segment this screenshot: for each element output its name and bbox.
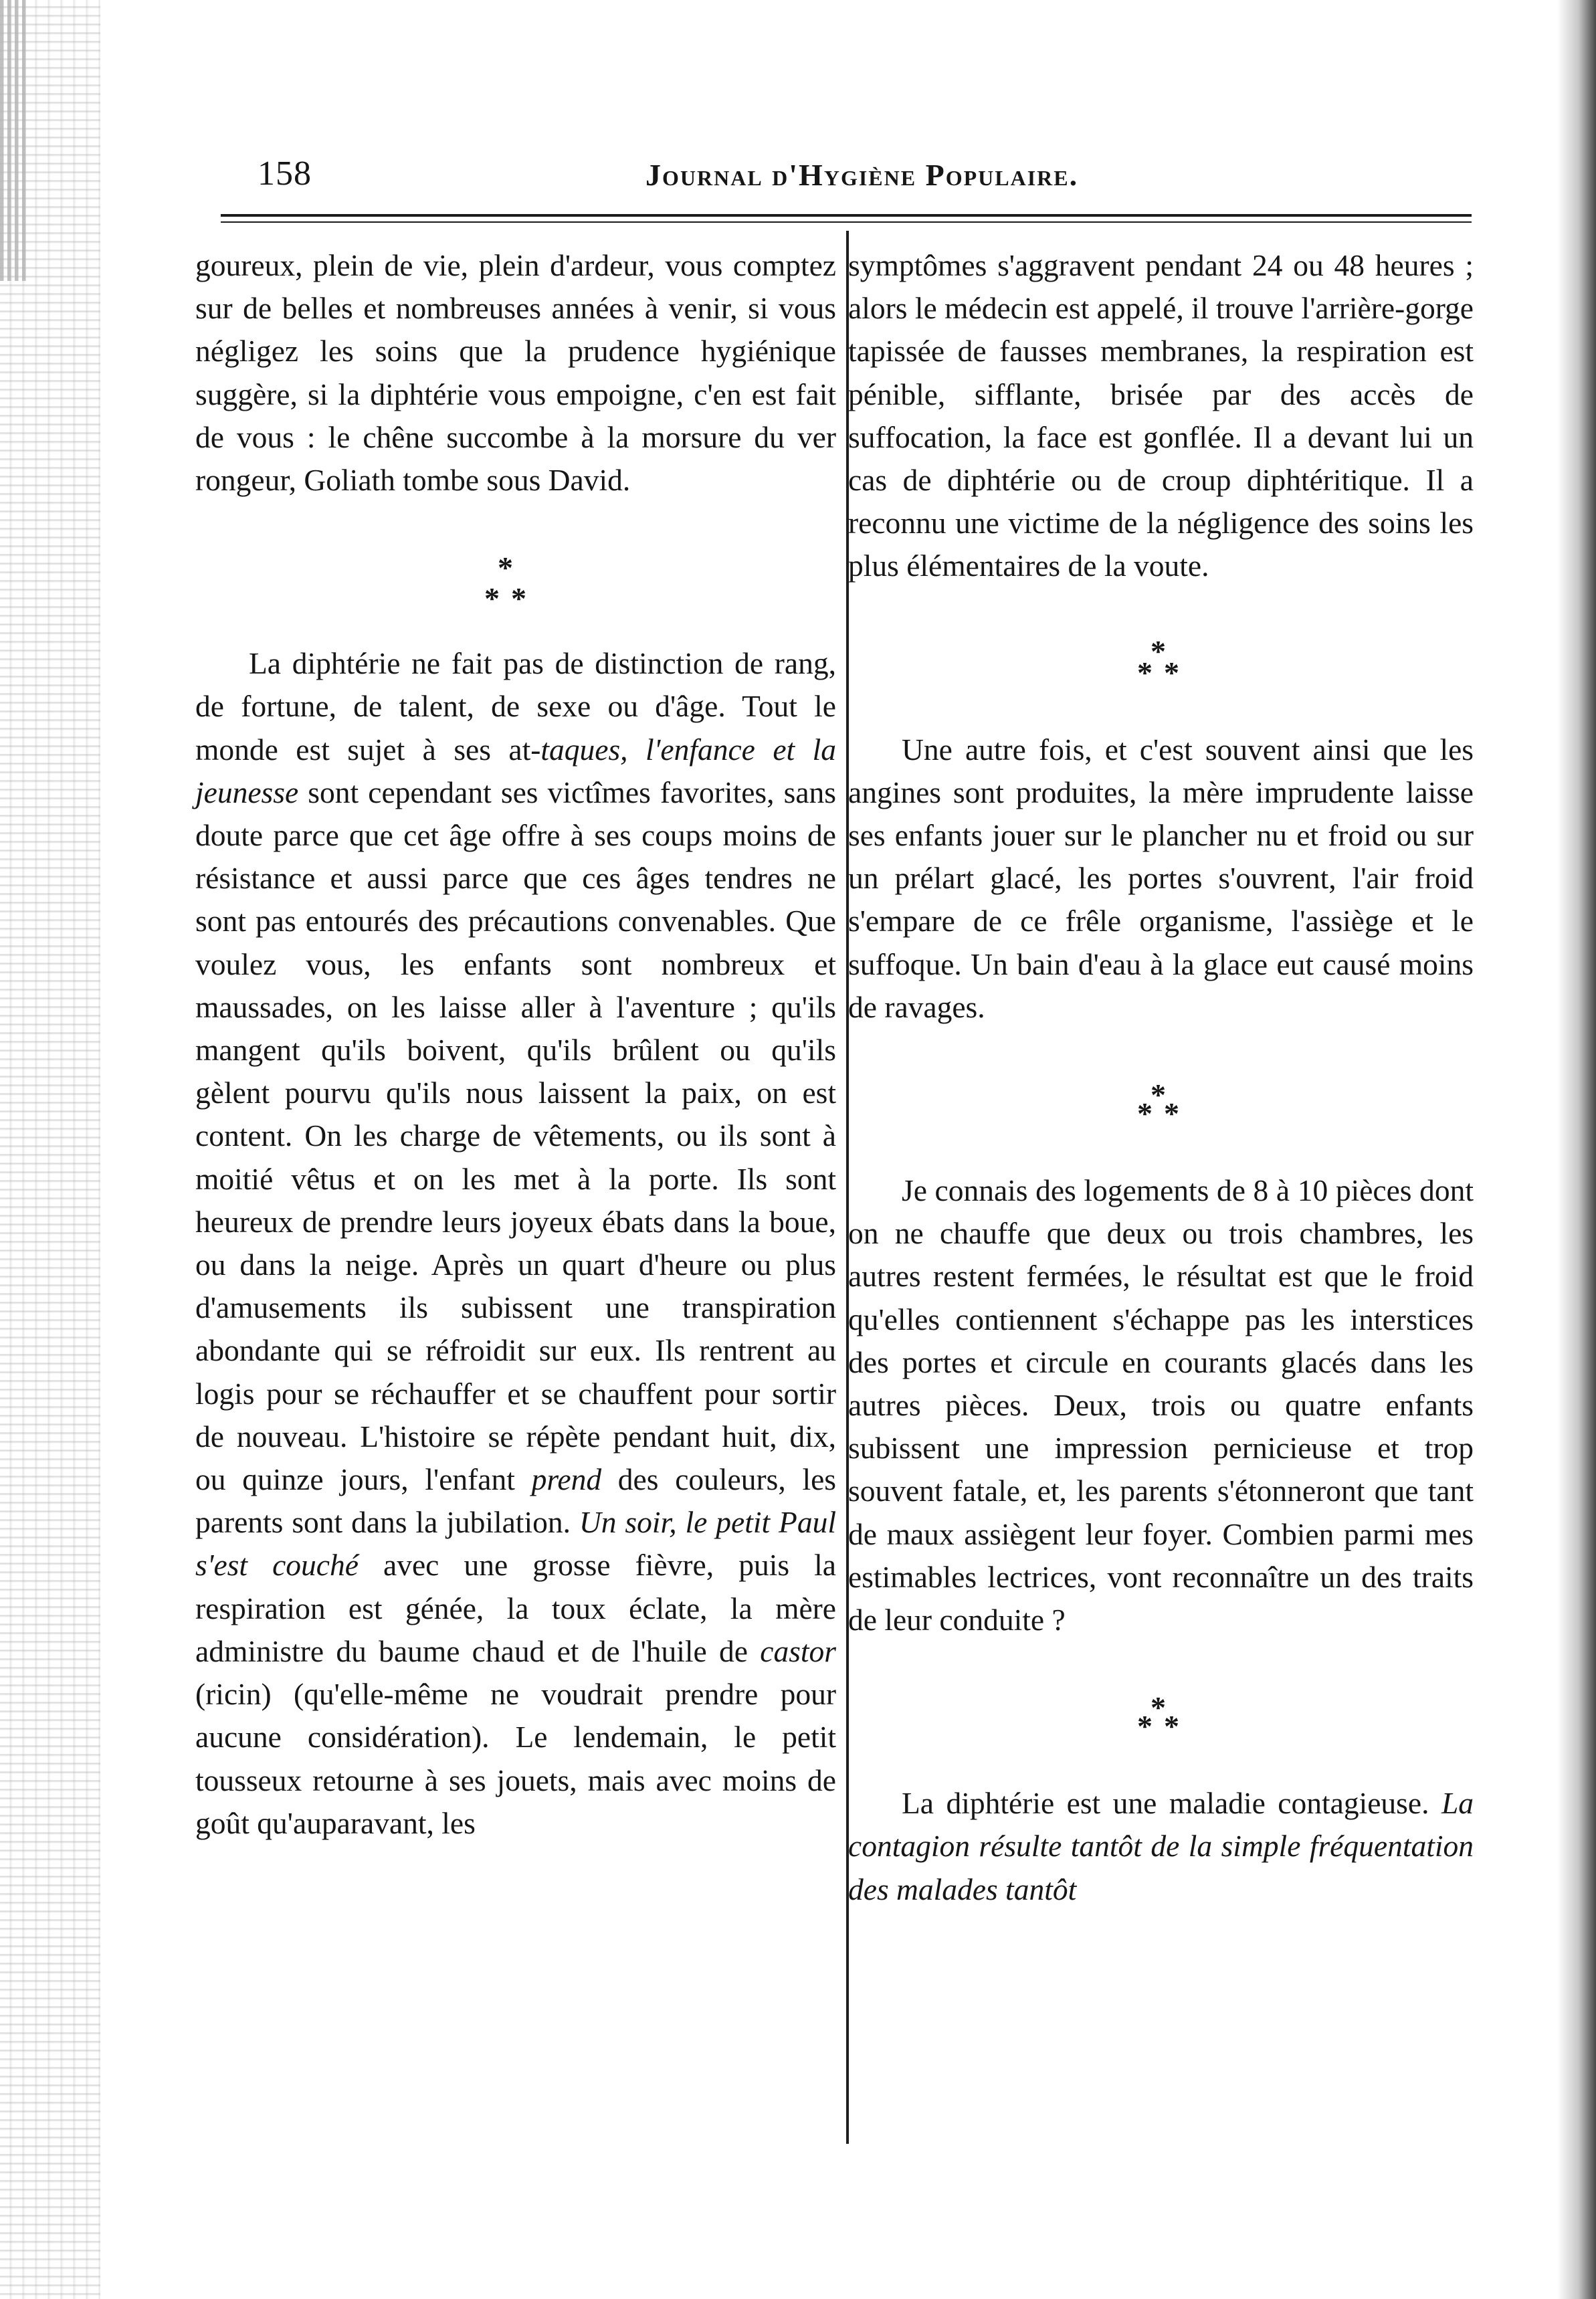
header-rule-thin [221, 221, 1472, 223]
asterism-star: * [511, 581, 526, 616]
page-header [258, 154, 1465, 201]
right-paragraph-4 [848, 1782, 1474, 1911]
italic-run: taques, l'enfance et la jeunesse [195, 732, 837, 809]
page-number: 158 [258, 155, 312, 193]
asterism-star: * [1137, 655, 1153, 690]
right-paragraph-2: Une autre fois, et c'est souvent ainsi que les angines sont produites, la mère imprudente laisse ses enfants jouer sur le plancher nu et froid ou sur un prélart glacé, les portes s'ouvrent, l'air froid s'empare de ce frêle organisme, l'assiège et le suffoque. Un bain d'eau à la glace eut causé moins de ravages. [848, 732, 1474, 1024]
asterism-separator [848, 1029, 1474, 1169]
running-title: Journal d'Hygiène Populaire. [645, 158, 1079, 192]
right-column [848, 244, 1474, 1911]
text-run: sont cependant ses victîmes favorites, sans doute parce que cet âge offre à ses coups moins de résistance et aussi parce que ces âges tendres ne sont pas entourés des précautions convenables. Que voulez vous, les enfants sont nombreux et maussades, on les laisse aller à l'aventure ; qu'ils mangent qu'ils boivent, qu'ils brûlent ou qu'ils gèlent pourvu qu'ils nous laissent la paix, on est content. On les charge de vêtements, ou ils sont à moitié vêtus et on les met à la porte. Ils sont heureux de prendre leurs joyeux ébats dans la boue, ou dans la neige. Après un quart d'heure ou plus d'amusements ils subissent une transpiration abondante qui se réfroidit sur eux. Ils rentrent au logis pour se réchauffer et se chauffent pour sortir de nouveau. L'histoire se répète pendant huit, dix, ou quinze jours, l'enfant [195, 775, 836, 1497]
asterism-star: * [498, 551, 513, 585]
asterism-separator [848, 1641, 1474, 1782]
italic-run: Un soir, le petit Paul s'est couché [195, 1505, 836, 1583]
asterism-star: * [1151, 633, 1166, 668]
italic-run: La contagion résulte tantôt de la simple fréquentation des malades tantôt [848, 1786, 1474, 1906]
text-run: des couleurs, les parents sont dans la jubilation. [195, 1462, 836, 1540]
asterism-separator [848, 588, 1474, 728]
left-paragraph-1: goureux, plein de vie, plein d'ardeur, vous comptez sur de belles et nombreuses années à venir, si vous négligez les soins que la prudence hygiénique suggère, si la diphtérie vous empoigne, c'en est fait de vous : le chêne succombe à la morsure du ver rongeur, Goliath tombe sous David. [195, 248, 836, 498]
asterism-star: * [484, 581, 500, 616]
right-paragraph-1: symptômes s'aggravent pendant 24 ou 48 heures ; alors le médecin est appelé, il trouve l'arrière-gorge tapissée de fausses membranes, la respiration est pénible, sifflante, brisée par des accès de suffocation, la face est gonflée. Il a devant lui un cas de diphtérie ou de croup diphtéritique. Il a reconnu une victime de la négligence des soins les plus élémentaires de la voute. [848, 248, 1474, 583]
asterism-star: * [1164, 1709, 1179, 1744]
scan-edge-left [0, 0, 100, 2299]
italic-run: castor [760, 1633, 836, 1668]
asterism-star: * [1137, 1096, 1153, 1131]
asterism-separator [195, 502, 836, 642]
asterism-star: * [1151, 1078, 1166, 1112]
text-run: (ricin) (qu'elle-même ne voudrait prendre pour aucune considération). Le lendemain, le petit tousseux retourne à ses jouets, mais avec moins de goût qu'auparavant, les [195, 1677, 836, 1840]
asterism-star: * [1164, 1096, 1179, 1131]
asterism-star: * [1137, 1709, 1153, 1744]
left-paragraph-2 [195, 642, 836, 1845]
scan-edge-right [1557, 0, 1596, 2299]
text-run: La diphtérie ne fait pas de distinction de rang, de fortune, de talent, de sexe ou d'âge. Tout le monde est sujet à ses at- [195, 646, 836, 767]
asterism-star: * [1151, 1690, 1166, 1725]
text-run: avec une grosse fièvre, puis la respiration est génée, la toux éclate, la mère administre du baume chaud et de l'huile de [195, 1548, 836, 1668]
italic-run: prend [531, 1462, 602, 1497]
left-column [195, 244, 836, 1845]
right-paragraph-3: Je connais des logements de 8 à 10 pièces dont on ne chauffe que deux ou trois chambres, les autres restent fermées, le résultat est que le froid qu'elles contiennent s'échappe pas les interstices des portes et circule en courants glacés dans les autres pièces. Deux, trois ou quatre enfants subissent une impression pernicieuse et trop souvent fatale, et, les parents s'étonneront que tant de maux assiègent leur foyer. Combien parmi mes estimables lectrices, vont reconnaître un des traits de leur conduite ? [848, 1173, 1474, 1637]
asterism-star: * [1164, 655, 1179, 690]
text-run: La diphtérie est une maladie contagieuse. [902, 1786, 1441, 1821]
header-rule-thick [221, 214, 1472, 217]
